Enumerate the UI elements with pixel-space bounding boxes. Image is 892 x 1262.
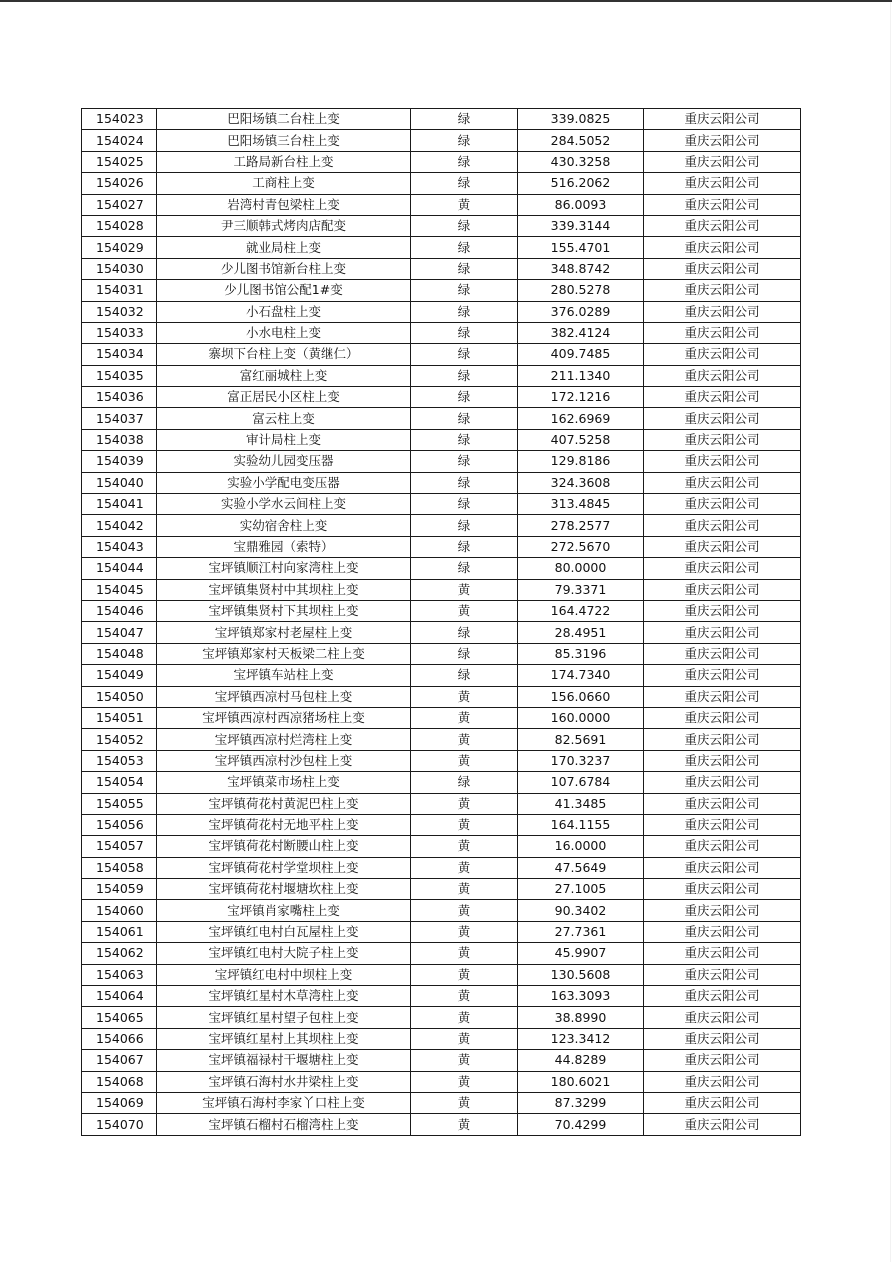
cell-id: 154054 [82,772,157,793]
cell-company: 重庆云阳公司 [644,451,801,472]
cell-company: 重庆云阳公司 [644,686,801,707]
cell-status: 绿 [411,109,518,130]
cell-id: 154048 [82,643,157,664]
cell-value: 339.0825 [518,109,644,130]
cell-id: 154035 [82,365,157,386]
cell-name: 富云柱上变 [157,408,411,429]
cell-id: 154067 [82,1050,157,1071]
cell-id: 154044 [82,558,157,579]
cell-id: 154033 [82,322,157,343]
table-row [82,857,801,878]
cell-value: 348.8742 [518,258,644,279]
cell-company: 重庆云阳公司 [644,857,801,878]
cell-name: 宝坪镇红电村大院子柱上变 [157,943,411,964]
cell-value: 28.4951 [518,622,644,643]
cell-value: 280.5278 [518,280,644,301]
cell-name: 尹三顺韩式烤肉店配变 [157,215,411,236]
table-row [82,579,801,600]
table-row [82,365,801,386]
cell-id: 154037 [82,408,157,429]
cell-id: 154029 [82,237,157,258]
cell-id: 154070 [82,1114,157,1135]
table-row [82,729,801,750]
cell-company: 重庆云阳公司 [644,515,801,536]
cell-name: 宝坪镇西凉村马包柱上变 [157,686,411,707]
cell-company: 重庆云阳公司 [644,536,801,557]
table-row [82,429,801,450]
page-right-edge [890,2,891,1262]
cell-id: 154061 [82,921,157,942]
table-row [82,921,801,942]
cell-status: 绿 [411,451,518,472]
cell-value: 284.5052 [518,130,644,151]
cell-company: 重庆云阳公司 [644,665,801,686]
cell-company: 重庆云阳公司 [644,215,801,236]
table-row [82,750,801,771]
cell-value: 129.8186 [518,451,644,472]
cell-value: 272.5670 [518,536,644,557]
table-body [82,109,801,1136]
cell-id: 154057 [82,836,157,857]
cell-company: 重庆云阳公司 [644,986,801,1007]
cell-company: 重庆云阳公司 [644,472,801,493]
table-row [82,344,801,365]
cell-value: 516.2062 [518,173,644,194]
cell-id: 154031 [82,280,157,301]
cell-value: 27.1005 [518,879,644,900]
cell-id: 154025 [82,151,157,172]
cell-name: 小水电柱上变 [157,322,411,343]
cell-name: 宝坪镇车站柱上变 [157,665,411,686]
cell-status: 黄 [411,964,518,985]
cell-company: 重庆云阳公司 [644,408,801,429]
cell-id: 154023 [82,109,157,130]
cell-name: 宝坪镇集贤村下其坝柱上变 [157,600,411,621]
cell-status: 黄 [411,793,518,814]
cell-id: 154058 [82,857,157,878]
table-row [82,836,801,857]
cell-id: 154052 [82,729,157,750]
cell-status: 绿 [411,387,518,408]
cell-id: 154062 [82,943,157,964]
cell-name: 宝坪镇集贤村中其坝柱上变 [157,579,411,600]
cell-name: 宝坪镇石榴村石榴湾柱上变 [157,1114,411,1135]
cell-status: 绿 [411,558,518,579]
cell-value: 170.3237 [518,750,644,771]
cell-value: 107.6784 [518,772,644,793]
cell-status: 绿 [411,665,518,686]
cell-company: 重庆云阳公司 [644,836,801,857]
cell-company: 重庆云阳公司 [644,707,801,728]
cell-company: 重庆云阳公司 [644,579,801,600]
table-row [82,986,801,1007]
page-top-rule [0,0,892,2]
cell-value: 90.3402 [518,900,644,921]
cell-value: 164.1155 [518,814,644,835]
cell-status: 黄 [411,686,518,707]
cell-company: 重庆云阳公司 [644,1028,801,1049]
cell-value: 160.0000 [518,707,644,728]
table-row [82,387,801,408]
cell-name: 少儿图书馆新台柱上变 [157,258,411,279]
cell-id: 154068 [82,1071,157,1092]
cell-value: 211.1340 [518,365,644,386]
cell-status: 黄 [411,921,518,942]
cell-name: 宝坪镇顺江村向家湾柱上变 [157,558,411,579]
cell-company: 重庆云阳公司 [644,237,801,258]
cell-status: 黄 [411,836,518,857]
cell-name: 宝坪镇西凉村烂湾柱上变 [157,729,411,750]
cell-name: 宝坪镇福禄村干堰塘柱上变 [157,1050,411,1071]
cell-company: 重庆云阳公司 [644,109,801,130]
cell-name: 工路局新台柱上变 [157,151,411,172]
cell-name: 宝坪镇荷花村黄泥巴柱上变 [157,793,411,814]
cell-company: 重庆云阳公司 [644,750,801,771]
cell-status: 绿 [411,622,518,643]
cell-status: 绿 [411,494,518,515]
table-row [82,536,801,557]
table-row [82,472,801,493]
cell-name: 宝坪镇红星村木草湾柱上变 [157,986,411,1007]
table-row [82,814,801,835]
table-row [82,408,801,429]
table-row [82,900,801,921]
cell-id: 154065 [82,1007,157,1028]
table-row [82,558,801,579]
cell-company: 重庆云阳公司 [644,622,801,643]
table-row [82,301,801,322]
table-row [82,600,801,621]
cell-name: 宝坪镇红电村中坝柱上变 [157,964,411,985]
cell-status: 黄 [411,579,518,600]
cell-status: 绿 [411,173,518,194]
cell-company: 重庆云阳公司 [644,130,801,151]
cell-status: 绿 [411,301,518,322]
cell-company: 重庆云阳公司 [644,921,801,942]
cell-id: 154064 [82,986,157,1007]
cell-status: 黄 [411,1050,518,1071]
table-row [82,964,801,985]
cell-status: 绿 [411,215,518,236]
cell-name: 宝坪镇肖家嘴柱上变 [157,900,411,921]
cell-status: 绿 [411,772,518,793]
cell-id: 154041 [82,494,157,515]
cell-value: 44.8289 [518,1050,644,1071]
cell-name: 宝坪镇石海村李家丫口柱上变 [157,1092,411,1113]
cell-id: 154027 [82,194,157,215]
cell-name: 宝坪镇荷花村无地平柱上变 [157,814,411,835]
cell-status: 黄 [411,900,518,921]
cell-name: 宝坪镇西凉村西凉猪场柱上变 [157,707,411,728]
cell-id: 154032 [82,301,157,322]
table-row [82,258,801,279]
cell-name: 实验小学配电变压器 [157,472,411,493]
table-row [82,879,801,900]
cell-value: 27.7361 [518,921,644,942]
transformer-table [81,108,801,1136]
table-row [82,151,801,172]
cell-status: 黄 [411,750,518,771]
cell-id: 154059 [82,879,157,900]
cell-value: 87.3299 [518,1092,644,1113]
cell-company: 重庆云阳公司 [644,429,801,450]
cell-value: 80.0000 [518,558,644,579]
cell-company: 重庆云阳公司 [644,322,801,343]
table-row [82,215,801,236]
cell-status: 绿 [411,515,518,536]
cell-name: 实验幼儿园变压器 [157,451,411,472]
cell-status: 黄 [411,943,518,964]
cell-name: 宝坪镇郑家村老屋柱上变 [157,622,411,643]
cell-status: 黄 [411,1028,518,1049]
cell-name: 宝坪镇荷花村堰塘坎柱上变 [157,879,411,900]
cell-name: 宝鼎雅园（索特） [157,536,411,557]
cell-id: 154066 [82,1028,157,1049]
cell-id: 154049 [82,665,157,686]
cell-company: 重庆云阳公司 [644,879,801,900]
cell-value: 79.3371 [518,579,644,600]
cell-name: 巴阳场镇二台柱上变 [157,109,411,130]
cell-value: 162.6969 [518,408,644,429]
cell-value: 41.3485 [518,793,644,814]
cell-company: 重庆云阳公司 [644,1007,801,1028]
cell-value: 313.4845 [518,494,644,515]
table-row [82,665,801,686]
table-row [82,1007,801,1028]
cell-id: 154056 [82,814,157,835]
cell-company: 重庆云阳公司 [644,600,801,621]
cell-id: 154039 [82,451,157,472]
cell-company: 重庆云阳公司 [644,194,801,215]
table-row [82,194,801,215]
cell-company: 重庆云阳公司 [644,1114,801,1135]
cell-status: 黄 [411,729,518,750]
cell-status: 黄 [411,814,518,835]
cell-company: 重庆云阳公司 [644,814,801,835]
cell-value: 278.2577 [518,515,644,536]
cell-id: 154040 [82,472,157,493]
cell-name: 就业局柱上变 [157,237,411,258]
cell-value: 430.3258 [518,151,644,172]
cell-status: 黄 [411,879,518,900]
table-row [82,451,801,472]
cell-name: 宝坪镇荷花村断腰山柱上变 [157,836,411,857]
cell-company: 重庆云阳公司 [644,1050,801,1071]
cell-status: 绿 [411,536,518,557]
cell-name: 岩湾村青包梁柱上变 [157,194,411,215]
cell-status: 绿 [411,280,518,301]
cell-company: 重庆云阳公司 [644,151,801,172]
table-row [82,1092,801,1113]
cell-status: 黄 [411,1092,518,1113]
cell-id: 154069 [82,1092,157,1113]
cell-id: 154051 [82,707,157,728]
cell-id: 154046 [82,600,157,621]
cell-name: 宝坪镇红星村望子包柱上变 [157,1007,411,1028]
table-row [82,643,801,664]
cell-value: 174.7340 [518,665,644,686]
cell-name: 工商柱上变 [157,173,411,194]
cell-value: 180.6021 [518,1071,644,1092]
table-row [82,1071,801,1092]
cell-value: 47.5649 [518,857,644,878]
cell-id: 154036 [82,387,157,408]
cell-name: 少儿图书馆公配1#变 [157,280,411,301]
table-row [82,280,801,301]
cell-name: 富正居民小区柱上变 [157,387,411,408]
cell-company: 重庆云阳公司 [644,494,801,515]
cell-value: 85.3196 [518,643,644,664]
cell-value: 38.8990 [518,1007,644,1028]
cell-name: 宝坪镇荷花村学堂坝柱上变 [157,857,411,878]
cell-value: 409.7485 [518,344,644,365]
cell-id: 154055 [82,793,157,814]
cell-status: 绿 [411,408,518,429]
cell-status: 绿 [411,322,518,343]
cell-status: 黄 [411,1114,518,1135]
table-row [82,515,801,536]
cell-name: 实幼宿舍柱上变 [157,515,411,536]
cell-id: 154045 [82,579,157,600]
cell-status: 绿 [411,237,518,258]
cell-status: 黄 [411,986,518,1007]
table-row [82,622,801,643]
cell-company: 重庆云阳公司 [644,301,801,322]
cell-company: 重庆云阳公司 [644,943,801,964]
table-row [82,772,801,793]
table-row [82,109,801,130]
cell-name: 小石盘柱上变 [157,301,411,322]
cell-id: 154050 [82,686,157,707]
cell-status: 绿 [411,258,518,279]
cell-company: 重庆云阳公司 [644,558,801,579]
cell-value: 163.3093 [518,986,644,1007]
cell-name: 实验小学水云间柱上变 [157,494,411,515]
table-row [82,943,801,964]
cell-status: 绿 [411,344,518,365]
cell-company: 重庆云阳公司 [644,280,801,301]
cell-id: 154028 [82,215,157,236]
cell-id: 154024 [82,130,157,151]
cell-value: 70.4299 [518,1114,644,1135]
cell-status: 黄 [411,707,518,728]
cell-status: 绿 [411,643,518,664]
cell-value: 82.5691 [518,729,644,750]
cell-company: 重庆云阳公司 [644,173,801,194]
cell-value: 45.9907 [518,943,644,964]
table-row [82,686,801,707]
cell-value: 86.0093 [518,194,644,215]
cell-name: 富红丽城柱上变 [157,365,411,386]
table-row [82,793,801,814]
cell-id: 154034 [82,344,157,365]
cell-value: 155.4701 [518,237,644,258]
cell-id: 154042 [82,515,157,536]
cell-value: 339.3144 [518,215,644,236]
cell-name: 宝坪镇郑家村天板梁二柱上变 [157,643,411,664]
table-row [82,707,801,728]
cell-status: 绿 [411,429,518,450]
cell-company: 重庆云阳公司 [644,900,801,921]
cell-name: 宝坪镇菜市场柱上变 [157,772,411,793]
cell-status: 黄 [411,600,518,621]
cell-company: 重庆云阳公司 [644,729,801,750]
cell-company: 重庆云阳公司 [644,793,801,814]
cell-id: 154060 [82,900,157,921]
cell-company: 重庆云阳公司 [644,964,801,985]
cell-name: 巴阳场镇三台柱上变 [157,130,411,151]
cell-id: 154030 [82,258,157,279]
cell-name: 寨坝下台柱上变（黄继仁） [157,344,411,365]
cell-name: 宝坪镇西凉村沙包柱上变 [157,750,411,771]
cell-company: 重庆云阳公司 [644,258,801,279]
cell-company: 重庆云阳公司 [644,1071,801,1092]
cell-id: 154038 [82,429,157,450]
cell-status: 黄 [411,194,518,215]
cell-value: 156.0660 [518,686,644,707]
cell-status: 绿 [411,151,518,172]
cell-id: 154063 [82,964,157,985]
cell-value: 382.4124 [518,322,644,343]
cell-status: 绿 [411,130,518,151]
cell-name: 审计局柱上变 [157,429,411,450]
cell-company: 重庆云阳公司 [644,643,801,664]
cell-name: 宝坪镇红电村白瓦屋柱上变 [157,921,411,942]
cell-id: 154047 [82,622,157,643]
cell-company: 重庆云阳公司 [644,387,801,408]
table-row [82,173,801,194]
cell-status: 绿 [411,472,518,493]
cell-name: 宝坪镇红星村上其坝柱上变 [157,1028,411,1049]
cell-company: 重庆云阳公司 [644,772,801,793]
cell-value: 16.0000 [518,836,644,857]
cell-id: 154043 [82,536,157,557]
cell-status: 黄 [411,1071,518,1092]
cell-value: 407.5258 [518,429,644,450]
cell-value: 324.3608 [518,472,644,493]
cell-id: 154053 [82,750,157,771]
table-row [82,1114,801,1135]
cell-value: 123.3412 [518,1028,644,1049]
table-row [82,494,801,515]
table-row [82,130,801,151]
table-row [82,1050,801,1071]
cell-value: 376.0289 [518,301,644,322]
cell-company: 重庆云阳公司 [644,1092,801,1113]
cell-status: 绿 [411,365,518,386]
cell-value: 164.4722 [518,600,644,621]
cell-name: 宝坪镇石海村水井梁柱上变 [157,1071,411,1092]
table-row [82,322,801,343]
table-row [82,237,801,258]
cell-value: 130.5608 [518,964,644,985]
cell-id: 154026 [82,173,157,194]
cell-value: 172.1216 [518,387,644,408]
cell-status: 黄 [411,857,518,878]
cell-status: 黄 [411,1007,518,1028]
table-row [82,1028,801,1049]
cell-company: 重庆云阳公司 [644,365,801,386]
cell-company: 重庆云阳公司 [644,344,801,365]
